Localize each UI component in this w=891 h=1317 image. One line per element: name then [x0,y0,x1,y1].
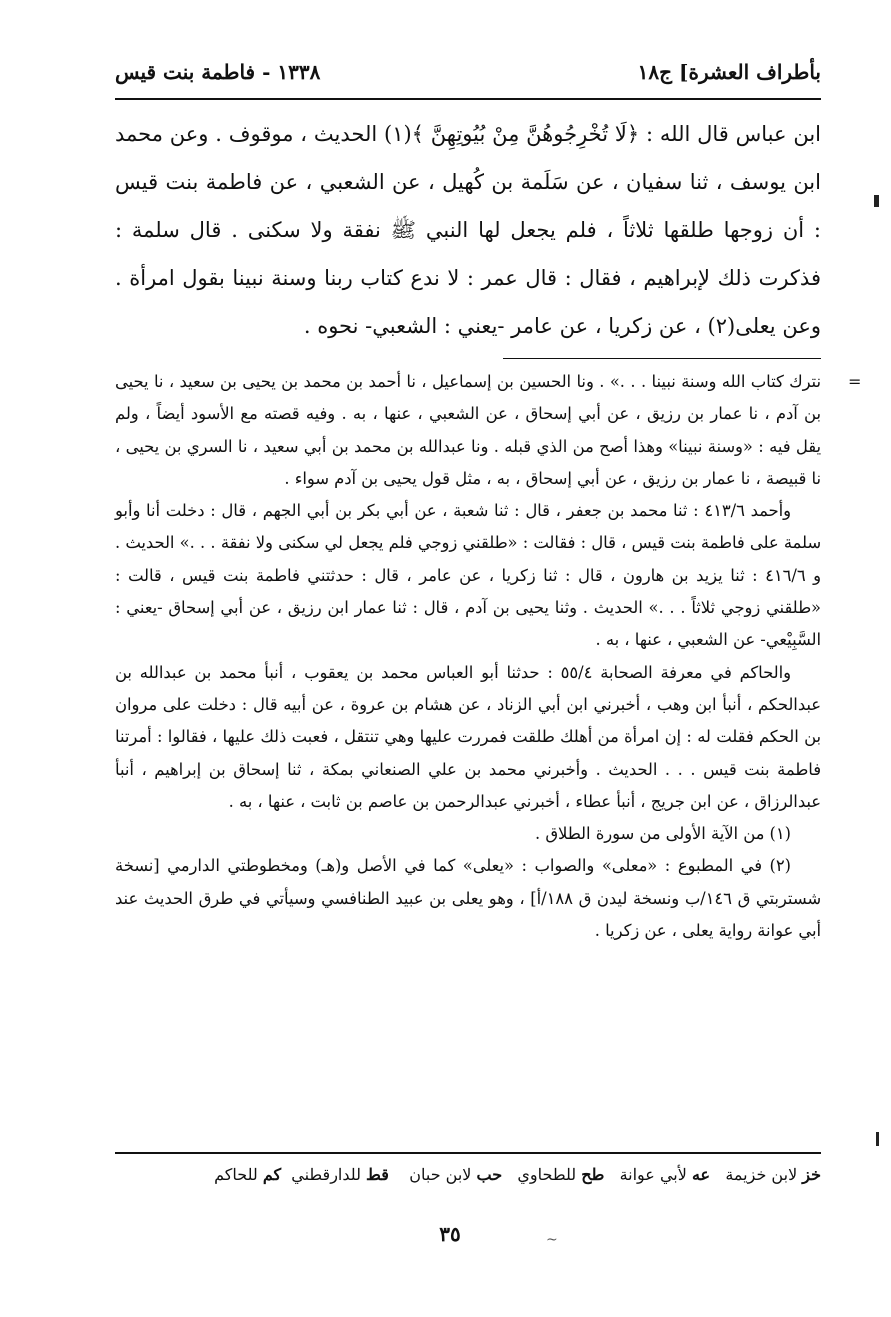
margin-mark [874,195,879,207]
footnote-continuation: نترك كتاب الله وسنة نبينا . . .» . ونا الحسين بن إسماعيل ، نا أحمد بن محمد بن يحيى بن سعيد ، نا يحيى بن آدم ، نا عمار بن رزيق ، عن أبي إسحاق ، عن الشعبي ، عنها ، به . وفيه قصته مع الأسود أيضاً ، ولم يقل فيه : «وسنة نبينا» وهذا أصح من الذي قبله . ونا عبدالله بن محمد بن أبي سعيد ، نا السري بن يحيى ، نا قبيصة ، نا عمار بن رزيق ، عن أبي إسحاق ، به ، مثل قول يحيى بن آدم سواء . [115,372,821,488]
abbreviation-legend [115,1162,821,1188]
page-number: ٣٥ [439,1222,461,1246]
footnote-paragraph: والحاكم في معرفة الصحابة ٥٥/٤ : حدثنا أبو العباس محمد بن يعقوب ، أنبأ محمد بن عبدالله بن عبدالحكم ، أنبأ ابن وهب ، أخبرني ابن أبي الزناد ، عن هشام بن عروة ، عن أبيه قال : دخلت على مروان بن الحكم فقلت له : إن امرأة من أهلك طلقت فمررت عليها وهي تنتقل ، فعبت ذلك عليها ، فقالوا : أمرتنا فاطمة بنت قيس . . . الحديث . وأخبرني محمد بن علي الصنعاني بمكة ، ثنا إسحاق بن إبراهيم ، أنبأ عبدالرزاق ، عن ابن جريج ، أنبأ عطاء ، أخبرني عبدالرحمن بن عاصم بن ثابت ، عنها ، به . [115,662,821,811]
legend-label: للطحاوي [517,1165,577,1184]
footnote-paragraph: وأحمد ٤١٣/٦ : ثنا محمد بن جعفر ، قال : ثنا شعبة ، عن أبي بكر بن أبي الجهم ، قال : دخلت أنا وأبو سلمة على فاطمة بنت قيس ، قال : فقالت : «طلقني زوجي فلم يجعل لي سكنى ولا نفقة . . .» الحديث . و ٤١٦/٦ : ثنا يزيد بن هارون ، قال : ثنا زكريا ، عن عامر ، قال : حدثتني فاطمة بنت قيس ، قالت : «طلقني زوجي ثلاثاً . . .» الحديث . وثنا يحيى بن آدم ، قال : ثنا عمار ابن رزيق ، عن أبي إسحاق -يعني : السَّبِيْعي- عن الشعبي ، عنها ، به . [115,501,821,650]
legend-label: لأبي عوانة [619,1165,687,1184]
legend-rule [115,1152,821,1154]
header-rule [115,98,821,100]
legend-abbr: طح [581,1165,605,1184]
legend-abbr: حب [476,1165,503,1184]
footnote-1: (١) من الآية الأولى من سورة الطلاق . [535,824,791,844]
legend-label: لابن حبان [409,1165,472,1184]
legend-abbr: عه [691,1165,711,1184]
legend-abbr: كم [262,1165,282,1184]
header-section-title: ١٣٣٨ - فاطمة بنت قيس [115,60,321,84]
margin-mark [876,1132,879,1146]
legend-label: للدارقطني [291,1165,361,1184]
legend-abbr: قط [366,1165,389,1184]
footnote-separator [503,358,821,359]
legend-abbr: خز [802,1165,821,1184]
footnote-2: (٢) في المطبوع : «معلى» والصواب : «يعلى» كما في الأصل و(هـ) ومخطوطتي الدارمي [نسخة شستربتي ق ١٤٦/ب ونسخة ليدن ق ١٨٨/أ] ، وهو يعلى بن عبيد الطنافسي وسيأتي في طرق الحديث عند أبي عوانة رواية يعلى ، عن زكريا . [115,856,821,941]
main-paragraph: ابن عباس قال الله : ﴿لَا تُخْرِجُوهُنَّ مِنْ بُيُوتِهِنَّ ﴾(١) الحديث ، موقوف . وعن محمد ابن يوسف ، ثنا سفيان ، عن سَلَمة بن كُهيل ، عن الشعبي ، عن فاطمة بنت قيس : أن زوجها طلقها ثلاثاً ، فلم يجعل لها النبي ﷺ نفقة ولا سكنى . قال سلمة : فذكرت ذلك لإبراهيم ، فقال : قال عمر : لا ندع كتاب ربنا وسنة نبينا بقول امرأة . وعن يعلى(٢) ، عن زكريا ، عن عامر -يعني : الشعبي- نحوه . [115,122,821,338]
main-text [115,110,821,350]
header-book-title: بأطراف العشرة] ج١٨ [637,60,821,84]
continuation-marker: = [848,372,862,391]
small-mark: ~ [546,1232,558,1248]
running-header [115,52,821,92]
legend-label: للحاكم [214,1165,258,1184]
legend-label: لابن خزيمة [725,1165,798,1184]
footnotes [115,366,821,947]
